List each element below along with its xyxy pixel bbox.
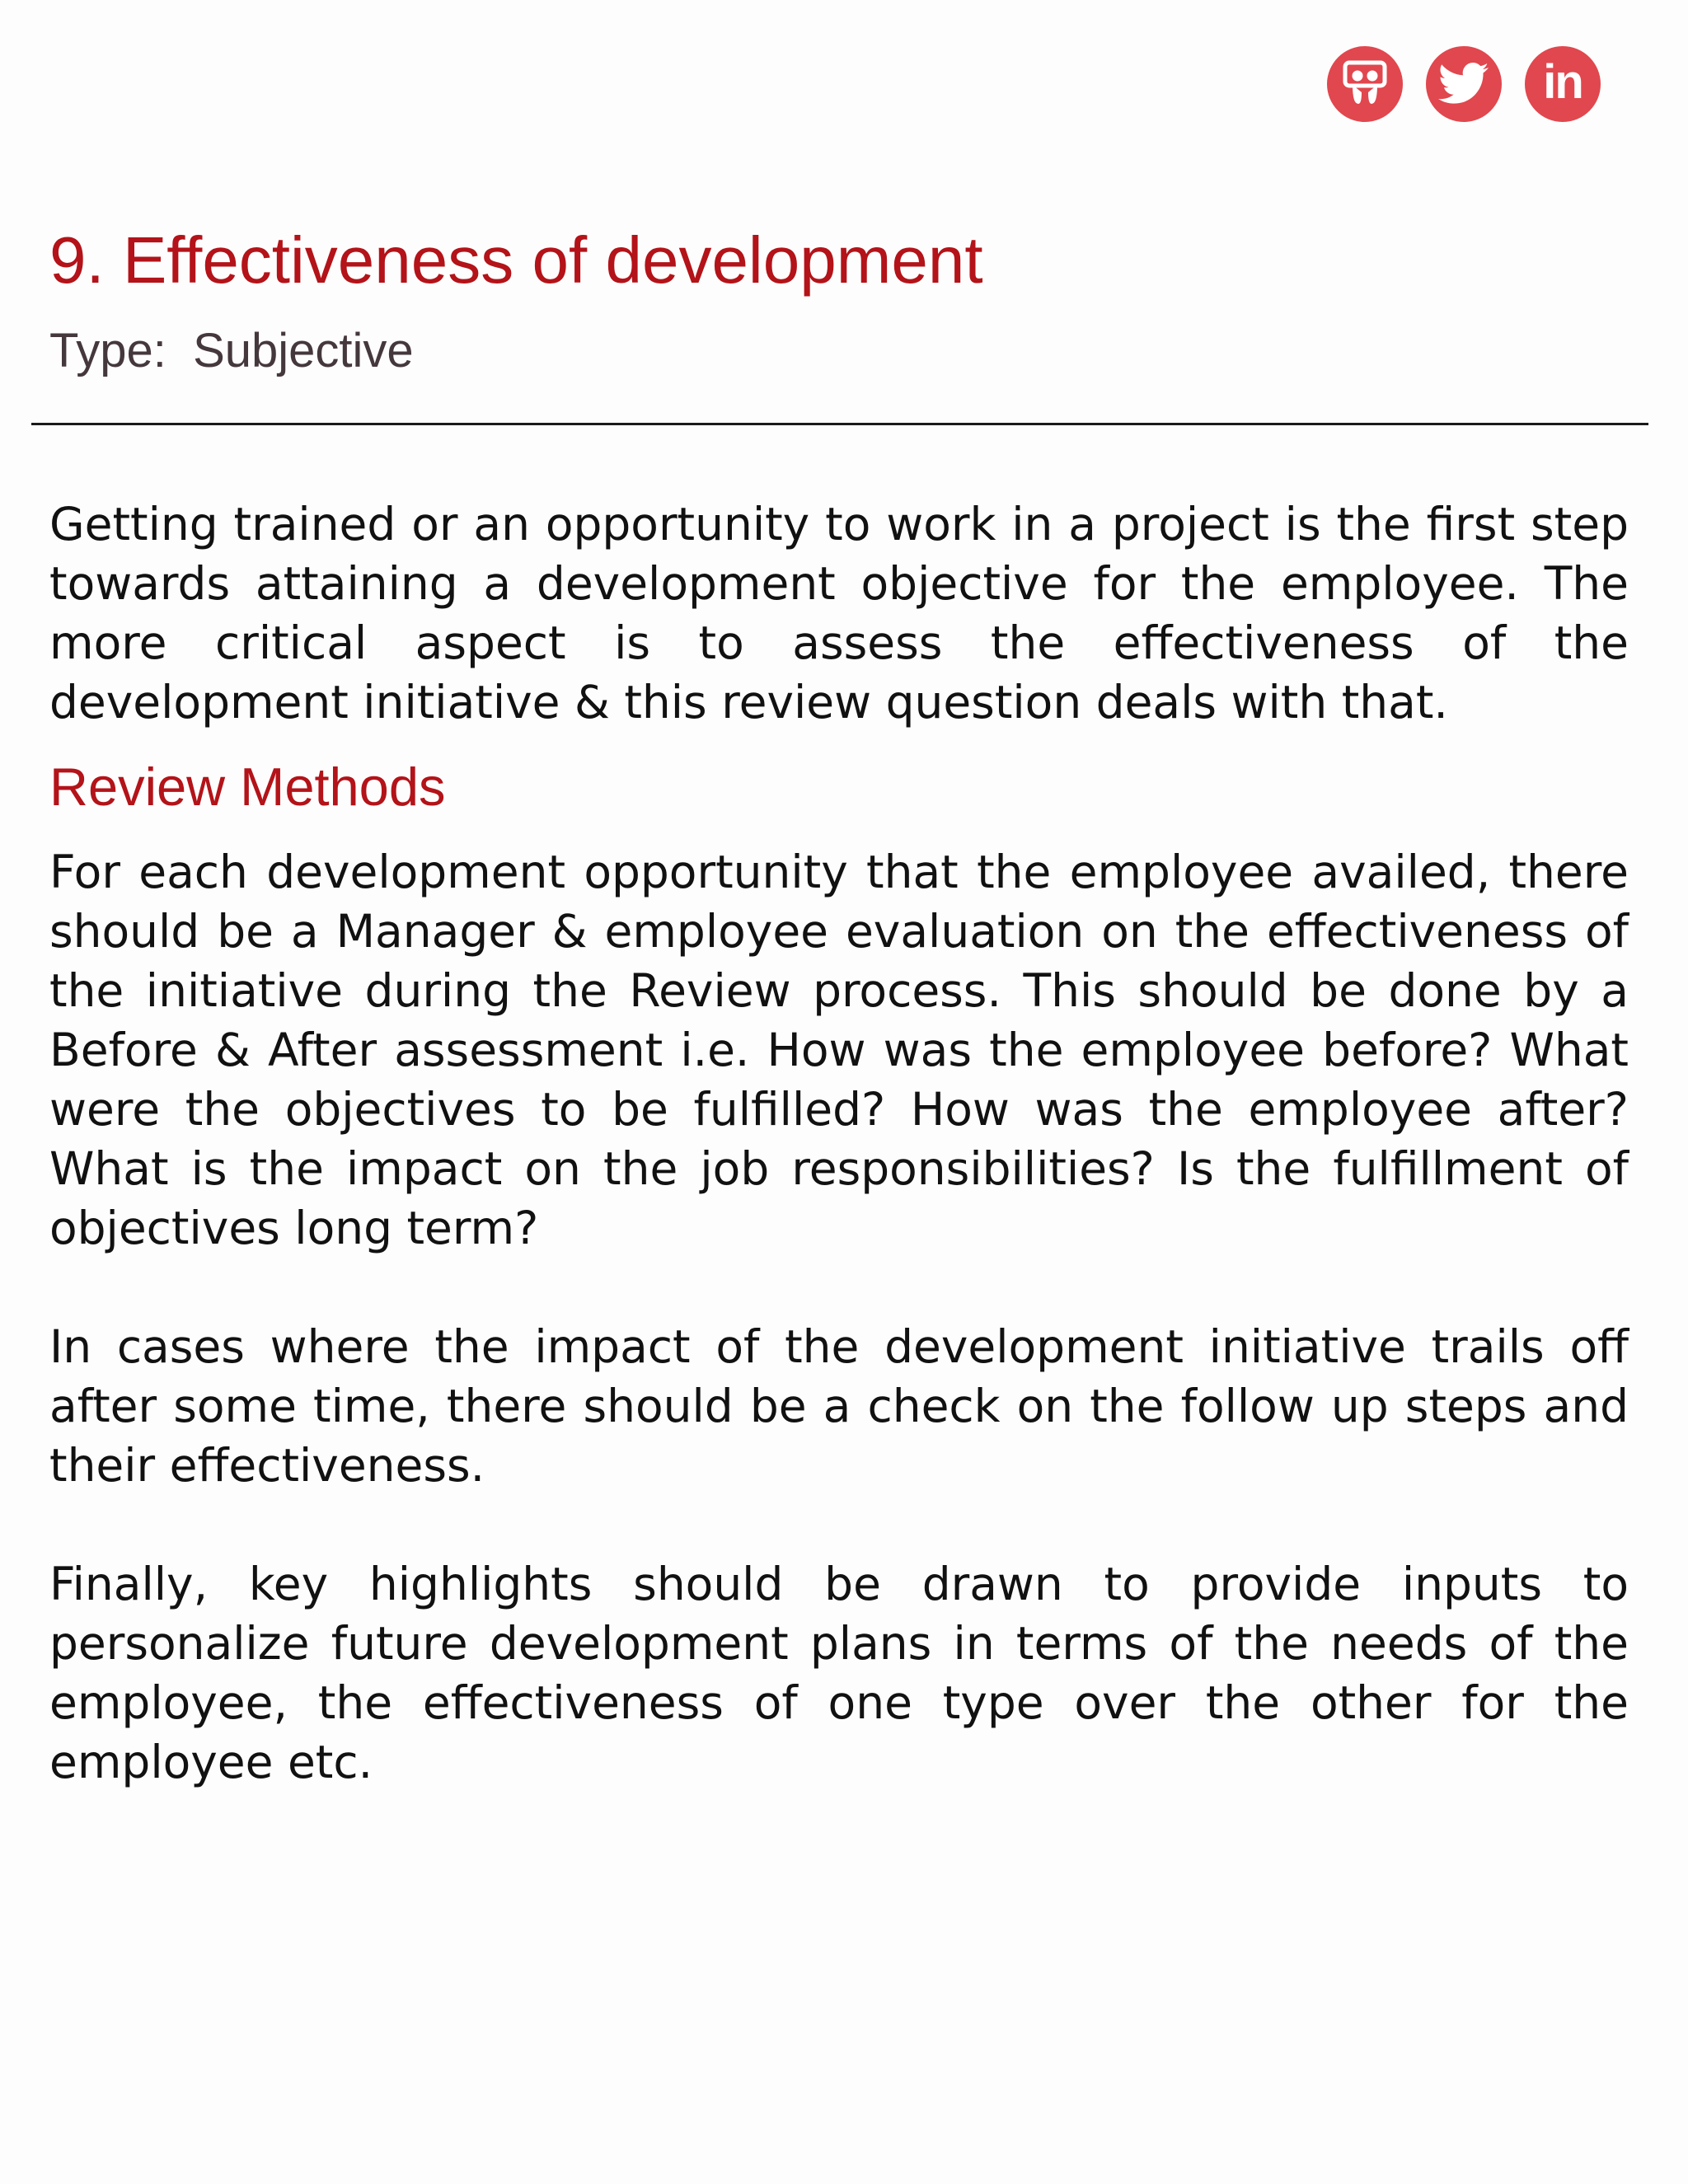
review-methods-paragraph: For each development opportunity that the employee availed, there should be a Manager & employee evaluation on the effectiveness of the initiative during the Review process. This should be done by a Before & After assessment i.e. How was the employee before? What were the objectives to be fulfilled? How was the employee after? What is the impact on the job responsibilities? Is the fulfillment of objectives long term? <box>49 846 1629 1254</box>
type-label: Type: <box>49 324 166 377</box>
page-title: 9. Effectiveness of development <box>49 223 983 297</box>
linkedin-button[interactable] <box>1525 46 1601 122</box>
type-value: Subjective <box>193 324 414 377</box>
slideshare-button[interactable] <box>1327 46 1403 122</box>
slideshare-icon <box>1342 59 1388 109</box>
header-divider <box>31 423 1648 425</box>
review-methods-paragraph: In cases where the impact of the development initiative trails off after some time, there should be a check on the follow up steps and their effectiveness. <box>49 1320 1629 1492</box>
linkedin-icon: in <box>1543 55 1582 109</box>
intro-paragraph: Getting trained or an opportunity to work in a project is the first step towards attaining a development objective for the employee. The more critical aspect is to assess the effectiveness of the development initiative & this review question deals with that. <box>49 498 1629 729</box>
review-methods-heading: Review Methods <box>49 757 446 817</box>
twitter-icon <box>1437 63 1490 105</box>
content-body <box>49 494 1629 1792</box>
social-links <box>1327 46 1601 122</box>
question-type <box>49 323 414 378</box>
review-methods-paragraph: Finally, key highlights should be drawn to provide inputs to personalize future development plans in terms of the needs of the employee, the effectiveness of one type over the other for the employee etc. <box>49 1558 1629 1788</box>
twitter-button[interactable] <box>1426 46 1502 122</box>
